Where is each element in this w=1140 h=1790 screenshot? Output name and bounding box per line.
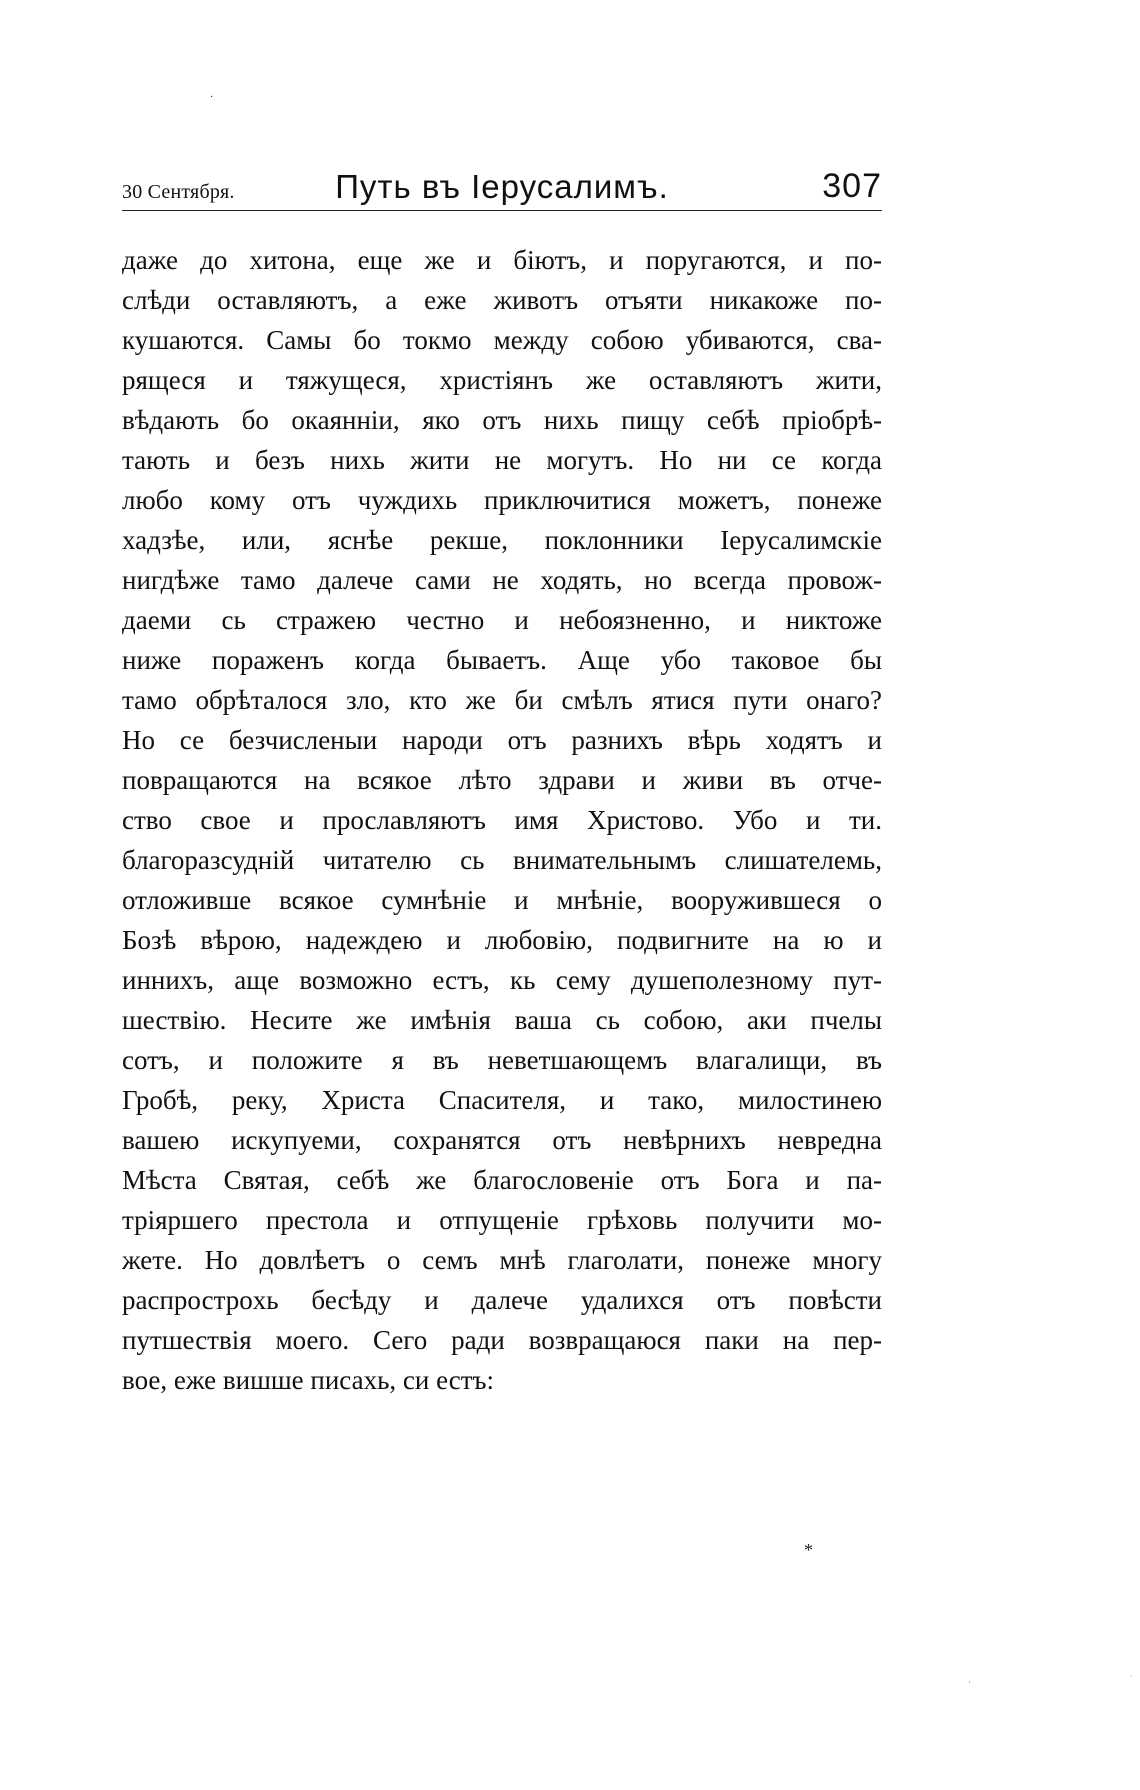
text-line: вашею искупуеми, сохранятся отъ невѣрнихъ невредна [122,1125,882,1155]
text-line: тріяршего престола и отпущеніе грѣховь получити мо- [122,1205,882,1235]
page-number: 307 [822,167,882,205]
text-line: благоразсудній читателю сь внимательнымъ слишателемь, [122,845,882,875]
text-line: инниxъ, аще возможно естъ, кь сему душеполезному пут- [122,965,882,995]
text-line: вѣдають бо окаянніи, яко отъ нихь пищу себѣ пріобрѣ- [122,405,882,435]
text-line: хадзѣе, или, яснѣе рекше, поклонники Іерусалимскіе [122,525,882,555]
stray-dot: · [968,1678,971,1687]
text-line: Гробѣ, реку, Христа Спасителя, и тако, милостинею [122,1085,882,1115]
text-line: Мѣста Святая, себѣ же благословеніе отъ Бога и па- [122,1165,882,1195]
text-line: ниже пораженъ когда бываетъ. Аще убо таковое бы [122,645,882,675]
text-line: сотъ, и положите я въ неветшающемъ влагалищи, въ [122,1045,882,1075]
text-line: кушаются. Самы бо токмо между собою убиваются, сва- [122,325,882,355]
text-line: тають и безъ нихь жити не могутъ. Но ни се когда [122,445,882,475]
text-line: слѣди оставляютъ, а еже животъ отъяти никакоже по- [122,285,882,315]
text-line: даже до хитона, еще же и біютъ, и поругаются, и по- [122,245,882,275]
header-rule [122,210,882,211]
text-line: Но се безчисленыи народи отъ разнихъ вѣрь ходятъ и [122,725,882,755]
body-text [122,240,882,1400]
text-line: шествію. Несите же имѣнія ваша сь собою, аки пчелы [122,1005,882,1035]
text-line: рящеся и тяжущеся, христіянъ же оставляютъ жити, [122,365,882,395]
running-header [122,162,882,210]
text-line: любо кому отъ чуждихь приключитися можетъ, понеже [122,485,882,515]
text-line: ство свое и прославляютъ имя Христово. Убо и ти. [122,805,882,835]
text-line: распростроxь бесѣду и далече удалихся отъ повѣсти [122,1285,882,1315]
text-line: отложивше всякое сумнѣніе и мнѣніе, вооружившеся о [122,885,882,915]
header-date: 30 Сентября. [122,181,235,203]
text-line: нигдѣже тамо далече сами не ходять, но всегда провож- [122,565,882,595]
text-line: повращаются на всякое лѣто здрави и живи въ отче- [122,765,882,795]
text-line: тамо обрѣталося зло, кто же би смѣлъ ятися пути онаго? [122,685,882,715]
text-line: Бозѣ вѣрою, надеждею и любовію, подвигните на ю и [122,925,882,955]
text-line: жете. Но довлѣетъ о семъ мнѣ глаголати, понеже многу [122,1245,882,1275]
asterisk-mark: * [804,1540,813,1560]
header-title: Путь въ Іерусалимъ. [335,168,669,205]
text-line: даеми сь стражею честно и небоязненно, и никтоже [122,605,882,635]
stray-dot: · [210,92,214,103]
stray-dot: · [1130,1672,1133,1681]
text-line: вое, еже вишше писахь, си естъ: [122,1365,495,1395]
text-line: путшествія моего. Сего ради возвращаюся паки на пер- [122,1325,882,1355]
